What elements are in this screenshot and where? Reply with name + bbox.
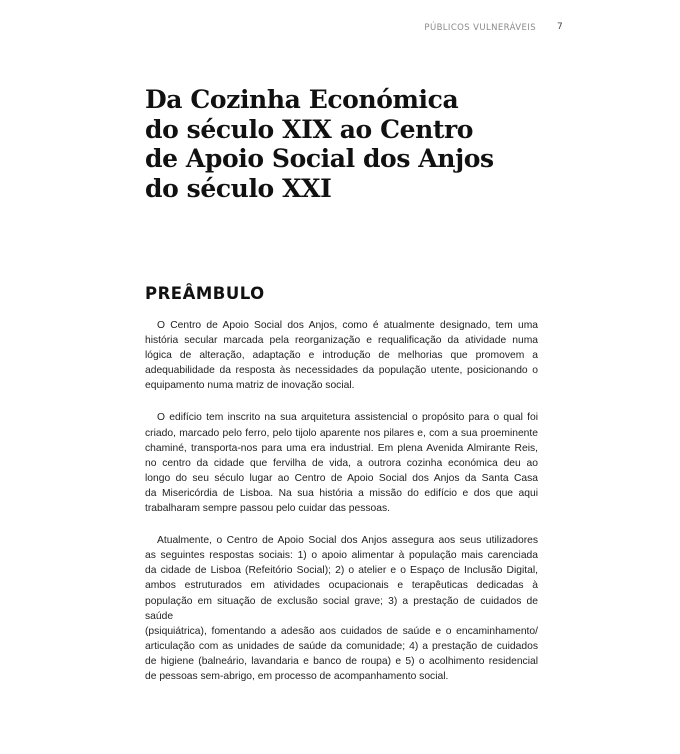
text-line: lógica de alteração, adaptação e introdução de melhorias que promovem a [145,350,538,362]
text-line: O edifício tem inscrito na sua arquitetura assistencial o propósito para o qual foi [157,412,538,424]
text-line: da Misericórdia de Lisboa. Na sua história a missão do edifício e dos que aqui [145,487,538,499]
page-number: 7 [557,22,563,32]
paragraph [145,318,538,393]
paragraph [145,533,538,684]
text-line: trabalharam sempre passou pelo cuidar das pessoas. [145,503,390,515]
text-line: O Centro de Apoio Social dos Anjos, como é atualmente designado, tem uma [157,320,538,331]
text-line: articulação com as unidades de saúde da comunidade; 4) a prestação de cuidados [145,640,538,652]
chapter-title-line: Da Cozinha Económica [145,85,459,114]
chapter-title-line: de Apoio Social dos Anjos [145,144,494,173]
text-line: (psiquiátrica), fomentando a adesão aos cuidados de saúde e o encaminhamento/ [145,625,538,637]
running-header-section-name: PÚBLICOS VULNERÁVEIS [424,23,536,33]
running-header [0,23,680,37]
text-line: ambos estruturados em atividades ocupacionais e terapêuticas dedicadas à [145,580,538,592]
text-line: população em situação de exclusão social grave; 3) a prestação de cuidados de saúde [145,595,538,622]
text-line: as seguintes respostas sociais: 1) o apoio alimentar à população mais carenciada [145,550,538,562]
text-line: de pessoas sem-abrigo, em processo de acompanhamento social. [145,670,449,682]
chapter-title-line: do século XIX ao Centro [145,114,474,144]
text-line: equipamento numa matriz de inovação social. [145,380,355,392]
paragraph [145,410,538,516]
text-line: longo do seu século lugar ao Centro de Apoio Social dos Anjos da Santa Casa [145,472,538,484]
text-line: criado, marcado pelo ferro, pelo tijolo aparente nos pilares e, com a sua proeminente [145,427,538,439]
text-line: no centro da cidade que fervilha de vida, a outrora cozinha económica deu ao [145,457,538,469]
section-heading: PREÂMBULO [145,284,265,303]
text-line: chaminé, transporta-nos para uma era industrial. Em plena Avenida Almirante Reis, [145,442,538,454]
text-line: história secular marcada pela reorganização e requalificação da atividade numa [145,335,538,347]
text-line: de higiene (balneário, lavandaria e banco de roupa) e 5) o acolhimento residencial [145,655,538,667]
text-line: Atualmente, o Centro de Apoio Social dos Anjos assegura aos seus utilizadores [157,535,538,547]
chapter-title [145,85,565,203]
chapter-title-line: do século XXI [145,173,332,203]
text-line: da cidade de Lisboa (Refeitório Social); 2) o atelier e o Espaço de Inclusão Digital, [145,565,538,577]
text-line: adequabilidade da resposta às necessidades da população utente, posicionando o [145,365,538,377]
body-text [145,318,538,701]
